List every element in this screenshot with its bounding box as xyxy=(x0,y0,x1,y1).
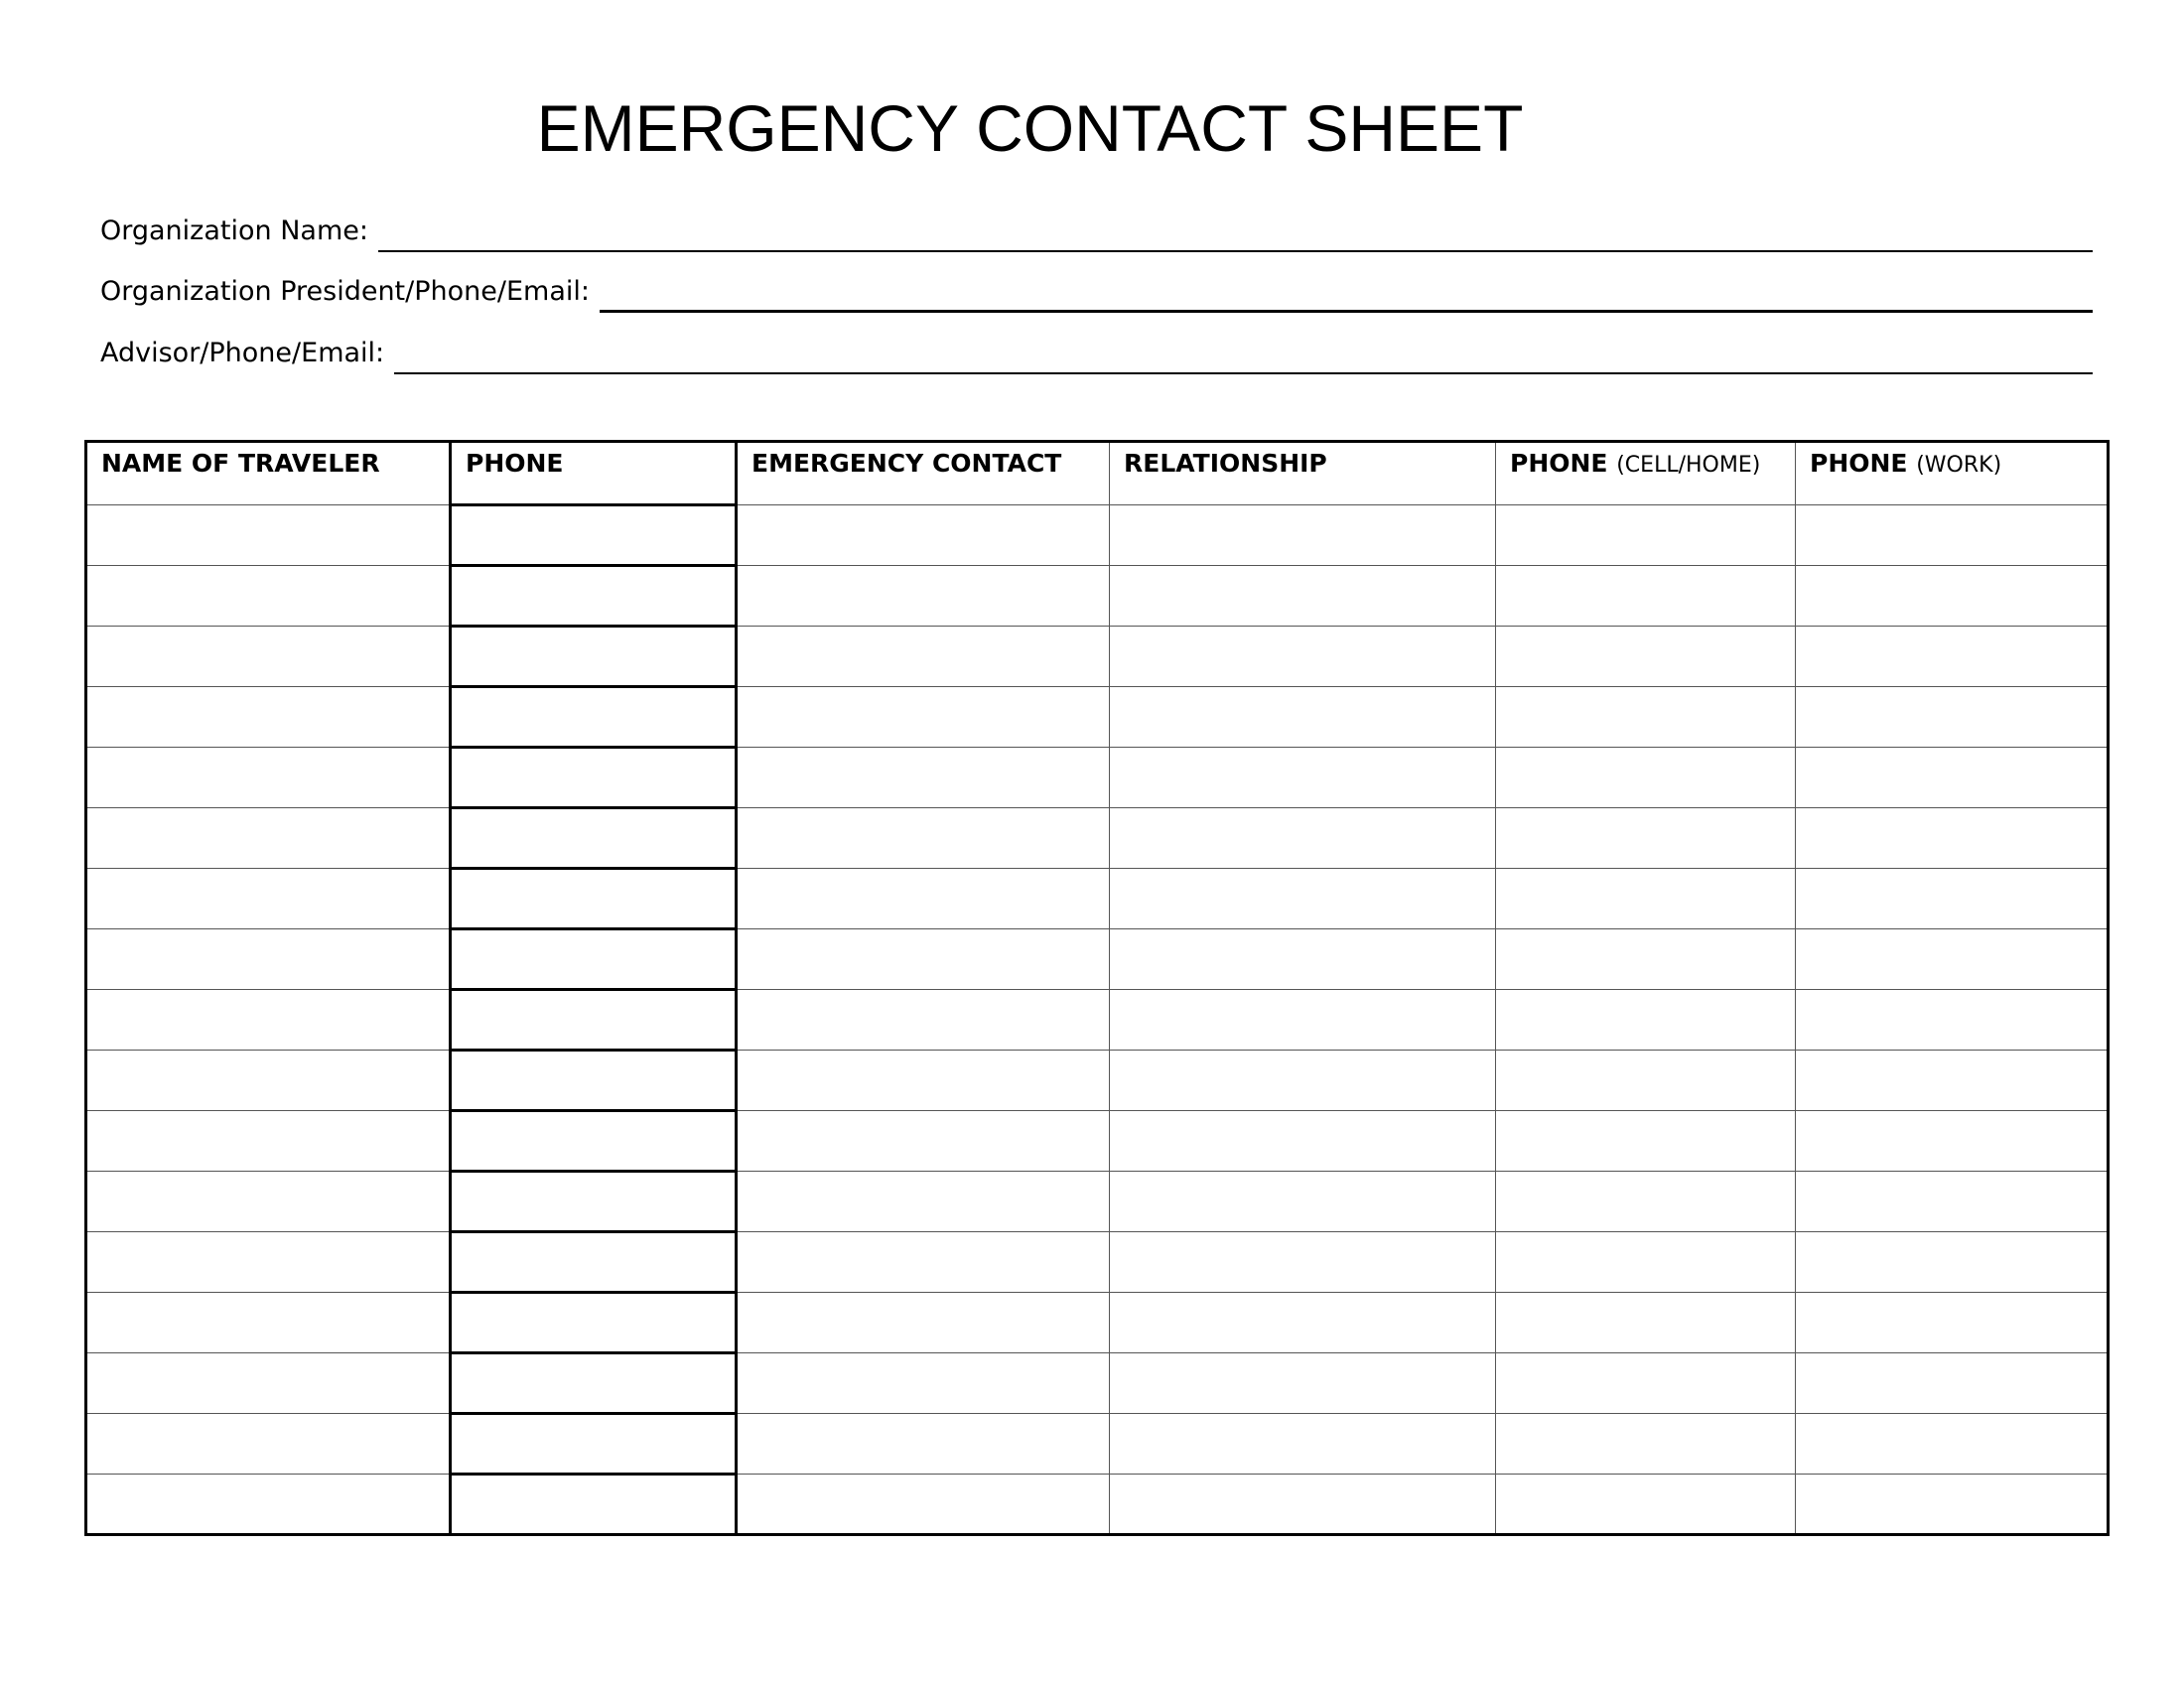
organization-name-line[interactable] xyxy=(378,250,2093,252)
cell-relationship[interactable] xyxy=(1110,1414,1496,1475)
page-title: EMERGENCY CONTACT SHEET xyxy=(536,91,1524,165)
cell-phone[interactable] xyxy=(451,505,737,566)
cell-phone-cell-home[interactable] xyxy=(1496,1232,1796,1293)
cell-emergency-contact[interactable] xyxy=(737,687,1110,748)
cell-phone-cell-home[interactable] xyxy=(1496,748,1796,808)
table-row xyxy=(86,808,2109,869)
cell-phone[interactable] xyxy=(451,566,737,627)
cell-emergency-contact[interactable] xyxy=(737,1475,1110,1535)
cell-name-of-traveler[interactable] xyxy=(86,1232,451,1293)
table-row xyxy=(86,990,2109,1051)
cell-phone[interactable] xyxy=(451,1051,737,1111)
header-phone-cell-home: PHONE (CELL/HOME) xyxy=(1496,442,1796,505)
cell-name-of-traveler[interactable] xyxy=(86,1414,451,1475)
cell-relationship[interactable] xyxy=(1110,1232,1496,1293)
table-row xyxy=(86,1353,2109,1414)
cell-name-of-traveler[interactable] xyxy=(86,687,451,748)
cell-phone-work[interactable] xyxy=(1796,1172,2109,1232)
cell-relationship[interactable] xyxy=(1110,566,1496,627)
cell-name-of-traveler[interactable] xyxy=(86,808,451,869)
cell-phone[interactable] xyxy=(451,990,737,1051)
cell-phone-work[interactable] xyxy=(1796,566,2109,627)
cell-name-of-traveler[interactable] xyxy=(86,748,451,808)
organization-name-label: Organization Name: xyxy=(100,215,368,246)
cell-name-of-traveler[interactable] xyxy=(86,566,451,627)
cell-relationship[interactable] xyxy=(1110,627,1496,687)
cell-relationship[interactable] xyxy=(1110,748,1496,808)
cell-phone[interactable] xyxy=(451,627,737,687)
contact-table xyxy=(84,440,2110,1536)
cell-phone[interactable] xyxy=(451,1293,737,1353)
cell-phone-work[interactable] xyxy=(1796,1414,2109,1475)
cell-name-of-traveler[interactable] xyxy=(86,1172,451,1232)
cell-relationship[interactable] xyxy=(1110,1111,1496,1172)
table-row xyxy=(86,627,2109,687)
table-row xyxy=(86,1475,2109,1535)
cell-relationship[interactable] xyxy=(1110,1172,1496,1232)
cell-phone[interactable] xyxy=(451,808,737,869)
cell-phone-work[interactable] xyxy=(1796,505,2109,566)
cell-phone-cell-home[interactable] xyxy=(1496,1172,1796,1232)
cell-emergency-contact[interactable] xyxy=(737,929,1110,990)
cell-phone[interactable] xyxy=(451,1111,737,1172)
cell-relationship[interactable] xyxy=(1110,1475,1496,1535)
table-row xyxy=(86,1232,2109,1293)
cell-phone-cell-home[interactable] xyxy=(1496,627,1796,687)
cell-emergency-contact[interactable] xyxy=(737,1414,1110,1475)
cell-phone-work[interactable] xyxy=(1796,627,2109,687)
cell-relationship[interactable] xyxy=(1110,808,1496,869)
table-row xyxy=(86,748,2109,808)
cell-phone[interactable] xyxy=(451,687,737,748)
header-phone-work: PHONE (WORK) xyxy=(1796,442,2109,505)
cell-phone-work[interactable] xyxy=(1796,990,2109,1051)
cell-phone-work[interactable] xyxy=(1796,1232,2109,1293)
cell-phone-work[interactable] xyxy=(1796,1111,2109,1172)
cell-relationship[interactable] xyxy=(1110,869,1496,929)
table-row xyxy=(86,687,2109,748)
cell-name-of-traveler[interactable] xyxy=(86,1111,451,1172)
cell-emergency-contact[interactable] xyxy=(737,627,1110,687)
cell-phone-work[interactable] xyxy=(1796,1293,2109,1353)
cell-emergency-contact[interactable] xyxy=(737,1353,1110,1414)
cell-phone-cell-home[interactable] xyxy=(1496,566,1796,627)
cell-emergency-contact[interactable] xyxy=(737,505,1110,566)
cell-phone[interactable] xyxy=(451,1172,737,1232)
cell-phone[interactable] xyxy=(451,1232,737,1293)
cell-phone-cell-home[interactable] xyxy=(1496,505,1796,566)
cell-name-of-traveler[interactable] xyxy=(86,505,451,566)
table-row xyxy=(86,1414,2109,1475)
cell-emergency-contact[interactable] xyxy=(737,748,1110,808)
cell-relationship[interactable] xyxy=(1110,505,1496,566)
cell-phone-work[interactable] xyxy=(1796,1353,2109,1414)
cell-phone-work[interactable] xyxy=(1796,929,2109,990)
table-row xyxy=(86,1051,2109,1111)
advisor-field xyxy=(100,331,2093,374)
table-row xyxy=(86,929,2109,990)
table-body xyxy=(86,505,2109,1535)
table-row xyxy=(86,505,2109,566)
cell-phone-work[interactable] xyxy=(1796,1051,2109,1111)
cell-phone[interactable] xyxy=(451,1475,737,1535)
cell-phone-cell-home[interactable] xyxy=(1496,869,1796,929)
table-row xyxy=(86,1293,2109,1353)
cell-name-of-traveler[interactable] xyxy=(86,1353,451,1414)
cell-name-of-traveler[interactable] xyxy=(86,1051,451,1111)
cell-phone-cell-home[interactable] xyxy=(1496,1111,1796,1172)
cell-phone-work[interactable] xyxy=(1796,687,2109,748)
cell-phone-work[interactable] xyxy=(1796,748,2109,808)
table-row xyxy=(86,869,2109,929)
advisor-label: Advisor/Phone/Email: xyxy=(100,338,385,368)
cell-relationship[interactable] xyxy=(1110,929,1496,990)
cell-emergency-contact[interactable] xyxy=(737,1172,1110,1232)
table-row xyxy=(86,1111,2109,1172)
cell-phone-cell-home[interactable] xyxy=(1496,808,1796,869)
cell-relationship[interactable] xyxy=(1110,1051,1496,1111)
cell-name-of-traveler[interactable] xyxy=(86,627,451,687)
cell-phone-cell-home[interactable] xyxy=(1496,1414,1796,1475)
cell-phone-cell-home[interactable] xyxy=(1496,1293,1796,1353)
cell-phone-cell-home[interactable] xyxy=(1496,1475,1796,1535)
advisor-line[interactable] xyxy=(394,372,2093,374)
cell-phone[interactable] xyxy=(451,748,737,808)
cell-relationship[interactable] xyxy=(1110,1353,1496,1414)
cell-name-of-traveler[interactable] xyxy=(86,869,451,929)
cell-phone-work[interactable] xyxy=(1796,808,2109,869)
cell-name-of-traveler[interactable] xyxy=(86,1293,451,1353)
header-phone: PHONE xyxy=(451,442,737,505)
cell-emergency-contact[interactable] xyxy=(737,1051,1110,1111)
cell-phone-work[interactable] xyxy=(1796,1475,2109,1535)
cell-emergency-contact[interactable] xyxy=(737,1232,1110,1293)
table-row xyxy=(86,1172,2109,1232)
cell-emergency-contact[interactable] xyxy=(737,1293,1110,1353)
organization-name-field xyxy=(100,209,2093,252)
cell-name-of-traveler[interactable] xyxy=(86,929,451,990)
cell-phone-cell-home[interactable] xyxy=(1496,687,1796,748)
organization-president-line[interactable] xyxy=(600,310,2093,313)
cell-phone-cell-home[interactable] xyxy=(1496,929,1796,990)
cell-phone[interactable] xyxy=(451,1353,737,1414)
cell-phone[interactable] xyxy=(451,1414,737,1475)
cell-emergency-contact[interactable] xyxy=(737,990,1110,1051)
cell-name-of-traveler[interactable] xyxy=(86,990,451,1051)
cell-emergency-contact[interactable] xyxy=(737,1111,1110,1172)
cell-phone[interactable] xyxy=(451,929,737,990)
cell-phone-work[interactable] xyxy=(1796,869,2109,929)
cell-relationship[interactable] xyxy=(1110,687,1496,748)
cell-emergency-contact[interactable] xyxy=(737,808,1110,869)
cell-emergency-contact[interactable] xyxy=(737,869,1110,929)
cell-relationship[interactable] xyxy=(1110,990,1496,1051)
organization-president-field xyxy=(100,269,2093,313)
cell-phone-cell-home[interactable] xyxy=(1496,1353,1796,1414)
header-emergency-contact: EMERGENCY CONTACT xyxy=(737,442,1110,505)
header-relationship: RELATIONSHIP xyxy=(1110,442,1496,505)
cell-phone-cell-home[interactable] xyxy=(1496,990,1796,1051)
cell-phone[interactable] xyxy=(451,869,737,929)
cell-phone-cell-home[interactable] xyxy=(1496,1051,1796,1111)
organization-president-label: Organization President/Phone/Email: xyxy=(100,276,590,307)
cell-emergency-contact[interactable] xyxy=(737,566,1110,627)
cell-name-of-traveler[interactable] xyxy=(86,1475,451,1535)
header-name-of-traveler: NAME OF TRAVELER xyxy=(86,442,451,505)
cell-relationship[interactable] xyxy=(1110,1293,1496,1353)
table-row xyxy=(86,566,2109,627)
table-header-row xyxy=(86,442,2109,505)
